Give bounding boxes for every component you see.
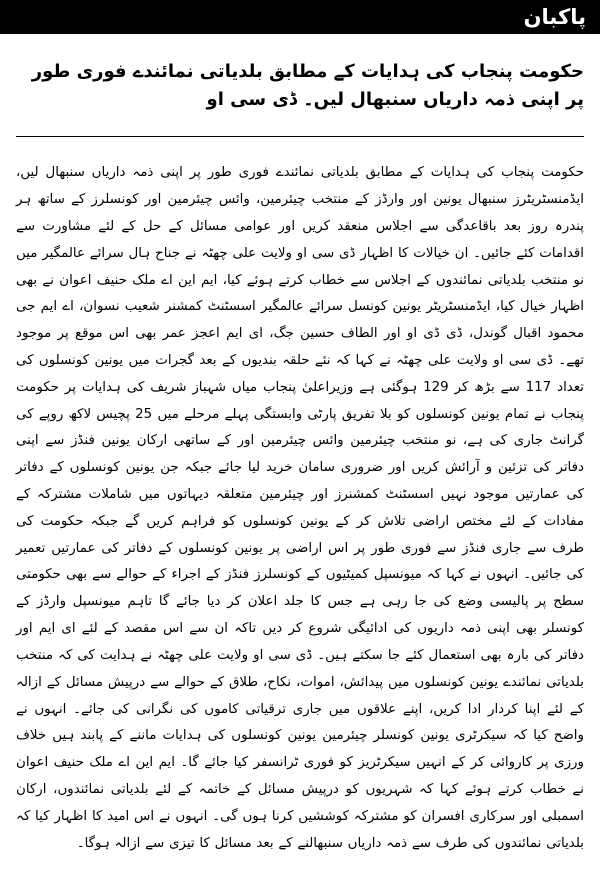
headline-container [0,34,600,132]
article-body-text: حکومت پنجاب کی ہدایات کے مطابق بلدیاتی نمائندے فوری طور پر اپنی ذمہ داریاں سنبھال لیں، ایڈمنسٹریٹرز سنبھال یونین اور وارڈز کے منتخب چیئرمین، وائس چیئرمین اور کونسلرز کے ساتھ ہر پندرہ روز بعد باقاعدگی سے اجلاس منعقد کریں اور عوامی مسائل کے حل کے لئے مشاورت سے اقدامات کئے جائیں۔ ان خیالات کا اظہار ڈی سی او ولایت علی چھٹہ نے جناح ہال سرائے عالمگیر میں نو منتخب بلدیاتی نمائندوں کے اجلاس سے خطاب کرتے ہوئے کیا، ایم این اے ملک حنیف اعوان نے بھی اظہار خیال کیا، ایڈمنسٹریٹر یونین کونسل سرائے عالمگیر اسسٹنٹ کمشنر شعیب نسوان، اے ایم جی محمود اقبال گوندل، ڈی ڈی او اور الطاف حسین جگ، ای ایم اعجز عمر بھی اس موقع پر موجود تھے۔ ڈی سی او ولایت علی چھٹہ نے کہا کہ نئے حلقہ بندیوں کے بعد گجرات میں یونین کونسلوں کی تعداد 117 سے بڑھ کر 129 ہوگئی ہے وزیراعلیٰ پنجاب میاں شہباز شریف کی ہدایات پر حکومت پنجاب نے تمام یونین کونسلوں کو بلا تفریق پارٹی وابستگی پہلے مرحلے میں 25 پچیس لاکھ روپے کی گرانٹ جاری کی ہے، نو منتخب چیئرمین وائس چیئرمین اور کے ساتھی ارکان یونین فنڈز سے اپنی دفاتر کی تزئین و آرائش کریں اور ضروری سامان خرید لیا جائے جبکہ جن یونین کونسلوں کے دفاتر کی عمارتیں موجود نہیں اسسٹنٹ کمشنرز اور چیئرمین متعلقہ دیہاتوں میں شاملات مشترکہ کے مفادات کے لئے مختص اراضی تلاش کر کے یونین کونسلوں کو فراہم کریں گے جبکہ حکومت کی طرف سے جاری فنڈز سے فوری طور پر اس اراضی پر یونین کونسلوں کے دفاتر کی عمارتیں تعمیر کی جائیں۔ انہوں نے کہا کہ میونسپل کمیٹیوں کے کونسلرز فنڈز کے اجراء کے حوالے سے بھی حکومتی سطح پر پالیسی وضع کی جا رہی ہے جس کا جلد اعلان کر دیا جائے گا تاہم میونسپل وارڈز کے کونسلر بھی اپنی ذمہ داریوں کی ادائیگی شروع کر دیں تاکہ ان سے اس مقصد کے لئے ای ایم اور دفاتر کی بارہ بھی استعمال کئے جا سکتے ہیں۔ ڈی سی او ولایت علی چھٹہ نے ہدایت کی کہ منتخب بلدیاتی نمائندے یونین کونسلوں میں پیدائش، اموات، نکاح، طلاق کے حوالے سے درپیش مسائل کے ازالہ کے لئے اپنا کردار ادا کریں، اپنے علاقوں میں جاری ترقیاتی کاموں کی نگرانی کی جائے۔ انہوں نے واضح کیا کہ سیکرٹری یونین کونسلر چیئرمین یونین کونسلوں کی ہدایات ماننے کے پابند ہیں خلاف ورزی پر کاروائی کر کے انہیں سیکرٹریز کو فوری ٹرانسفر کیا جائے گا۔ ایم این اے ملک حنیف اعوان نے خطاب کرتے ہوئے کہا کہ شہریوں کو درپیش مسائل کے خاتمہ کے لئے بلدیاتی نمائندوں، ارکان اسمبلی اور سرکاری افسران کو مشترکہ کوششیں کرنا ہوں گی۔ انہوں نے اس امید کا اظہار کیا کہ بلدیاتی نمائندوں کی طرف سے ذمہ داریاں سنبھالنے کے بعد مسائل کا تیزی سے ازالہ ہوگا۔ [16,165,585,851]
article-headline: حکومت پنجاب کی ہدایات کے مطابق بلدیاتی نمائندے فوری طور پر اپنی ذمہ داریاں سنبھال لیں۔ ڈی سی او [31,61,584,110]
article-body-container [0,137,600,881]
masthead [0,0,600,34]
publication-logo: پاکبان [523,5,586,29]
